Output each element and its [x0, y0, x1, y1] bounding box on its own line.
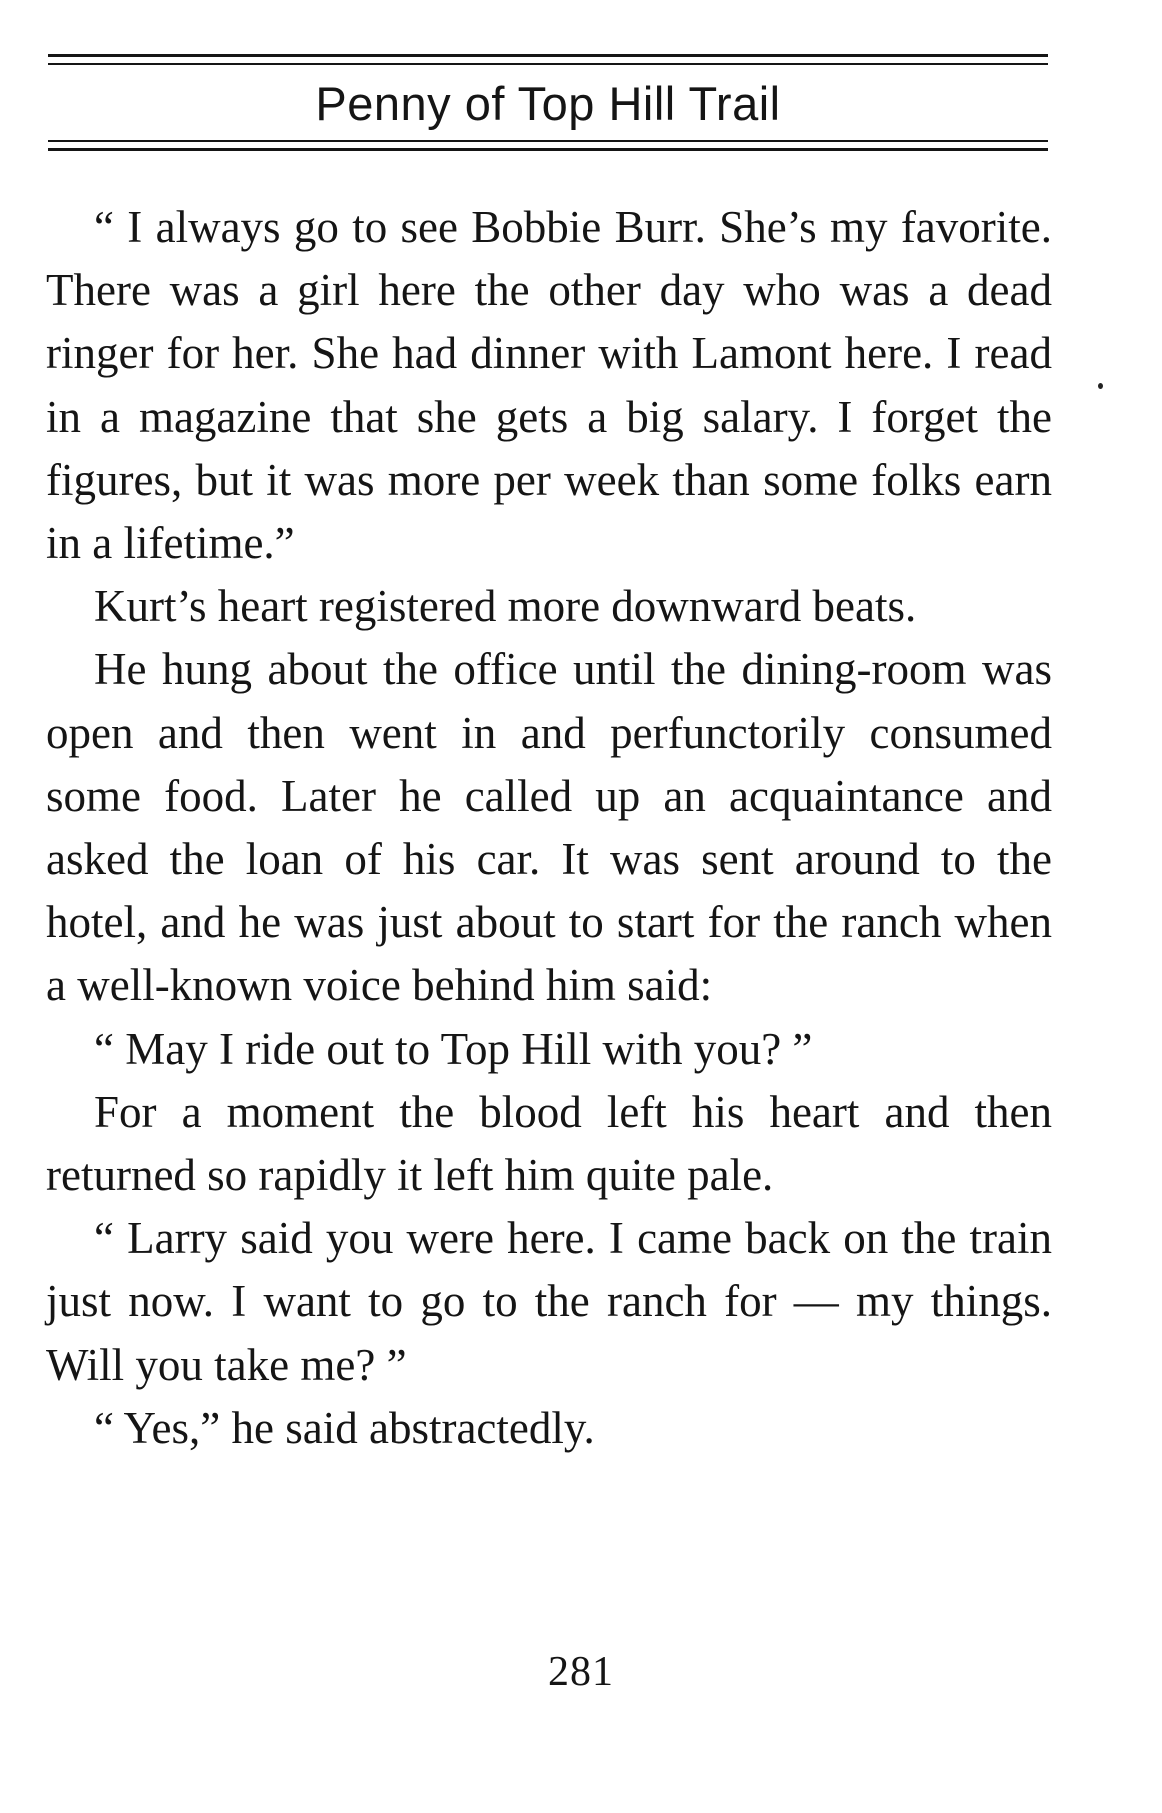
paragraph: “ I always go to see Bobbie Burr. She’s my favorite. There was a girl here the other day who was a dead ringer for her. She had dinner with Lamont here. I read in a magazine that she gets a big salary. I forget the figures, but it was more per week than some folks earn in a lifetime.”: [46, 202, 1052, 569]
page-number: 281: [548, 1649, 614, 1695]
body-text: [46, 196, 1052, 1460]
header-rule-line: [48, 140, 1048, 142]
header-rule-line: [48, 148, 1048, 151]
ink-speck: [1098, 383, 1103, 389]
paragraph: “ May I ride out to Top Hill with you? ”: [94, 1023, 813, 1074]
header-rule-bottom: [48, 140, 1048, 151]
paragraph: “ Larry said you were here. I came back on the train just now. I want to go to the ranch for — my things. Will you take me? ”: [46, 1213, 1052, 1390]
header-rule-line: [48, 54, 1048, 57]
running-title: Penny of Top Hill Trail: [315, 77, 781, 130]
paragraph: Kurt’s heart registered more downward beats.: [94, 581, 917, 632]
header-rule-line: [48, 63, 1048, 65]
header-rule-top: [48, 54, 1048, 65]
paragraph: He hung about the office until the dining-room was open and then went in and perfunctorily consumed some food. Later he called up an acquaintance and asked the loan of his car. It was sent around to the hotel, and he was just about to start for the ranch when a well-known voice behind him said:: [46, 644, 1052, 1011]
paragraph: “ Yes,” he said abstractedly.: [94, 1402, 595, 1453]
paragraph: For a moment the blood left his heart and then returned so rapidly it left him quite pale.: [46, 1086, 1052, 1201]
